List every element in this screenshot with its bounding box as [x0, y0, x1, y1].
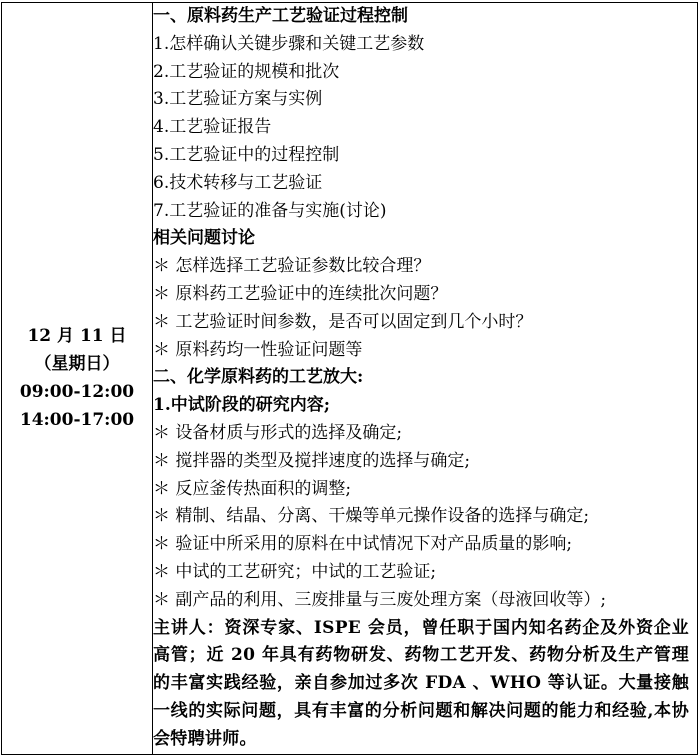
discussion-item: ＊ 原料药均一性验证问题等 [153, 339, 363, 360]
discussion-item: ＊ 原料药工艺验证中的连续批次问题？ [153, 283, 448, 304]
section-1-item: 5.工艺验证中的过程控制 [153, 144, 340, 165]
section-2-subtitle: 1.中试阶段的研究内容; [153, 395, 331, 416]
weekday: （星期日） [34, 354, 120, 375]
discussion-title: 相关问题讨论 [153, 228, 255, 249]
time-morning: 09:00-12:00 [19, 382, 135, 403]
section-2-item: ＊ 搅拌器的类型及搅拌速度的选择与确定; [153, 450, 471, 471]
speaker-bio: 主讲人：资深专家、ISPE 会员，曾任职于国内知名药企及外资企业高管；近 20 年具有药物研发、药物工艺开发、药物分析及生产管理的丰富实践经验，亲自参加过多次 FDA 、WHO 等认证。大量接触一线的实际问题，具有丰富的分析问题和解决问题的能力和经验,本协会特聘讲师。 [153, 617, 689, 749]
section-2-item: ＊ 验证中所采用的原料在中试情况下对产品质量的影响; [153, 534, 573, 555]
section-2-item: ＊ 副产品的利用、三废排量与三废处理方案（母液回收等）; [153, 589, 607, 610]
section-1-item: 1.怎样确认关键步骤和关键工艺参数 [153, 33, 425, 54]
section-1-item: 6.技术转移与工艺验证 [153, 172, 323, 193]
section-1-item: 7.工艺验证的准备与实施(讨论) [153, 200, 387, 221]
section-1-item: 3.工艺验证方案与实例 [153, 89, 323, 110]
section-1-title: 一、原料药生产工艺验证过程控制 [153, 6, 408, 26]
section-2-item: ＊ 中试的工艺研究；中试的工艺验证; [153, 561, 437, 582]
discussion-item: ＊ 工艺验证时间参数，是否可以固定到几个小时？ [153, 311, 533, 332]
section-2-title: 二、化学原料药的工艺放大: [153, 367, 364, 388]
date: 12 月 11 日 [27, 326, 127, 347]
section-2-item: ＊ 设备材质与形式的选择及确定; [153, 422, 403, 443]
section-2-item: ＊ 反应釜传热面积的调整; [153, 478, 352, 499]
discussion-item: ＊ 怎样选择工艺验证参数比较合理？ [153, 256, 431, 277]
schedule-row [2, 3, 698, 755]
time-afternoon: 14:00-17:00 [19, 410, 135, 431]
section-2-item: ＊ 精制、结晶、分离、干燥等单元操作设备的选择与确定; [153, 506, 590, 527]
section-1-item: 4.工艺验证报告 [153, 117, 272, 138]
time-cell [2, 3, 153, 755]
schedule-table [1, 2, 698, 755]
content-cell [153, 3, 698, 755]
section-1-item: 2.工艺验证的规模和批次 [153, 61, 340, 82]
